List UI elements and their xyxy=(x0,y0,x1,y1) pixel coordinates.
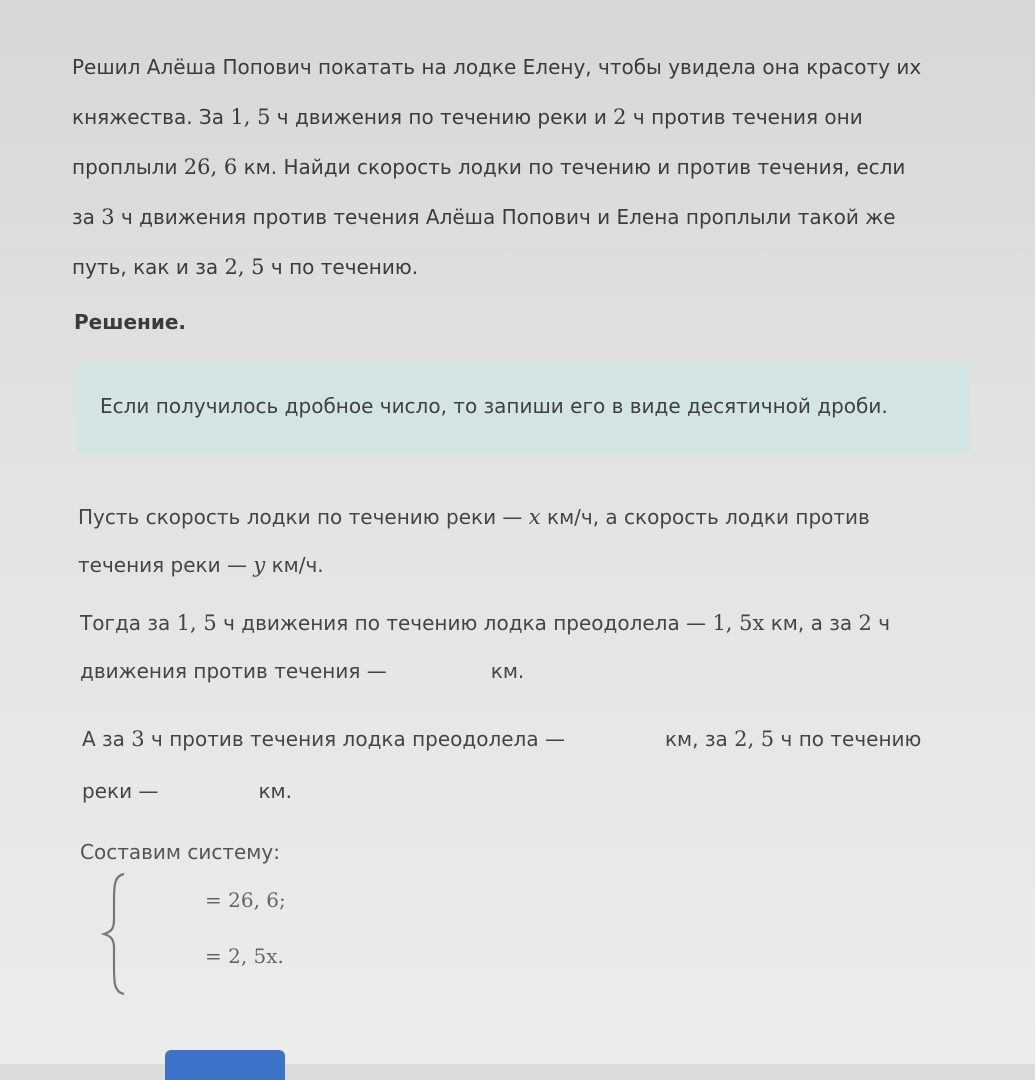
solution-heading: Решение. xyxy=(74,310,187,334)
problem-text: ч движения против течения Алёша Попович и Елена проплыли такой же xyxy=(114,205,896,229)
solution-text: реки — xyxy=(82,779,159,803)
curly-brace-icon xyxy=(100,872,128,996)
problem-line-3 xyxy=(72,142,972,192)
solution-text: км, а за xyxy=(764,611,859,635)
system-blank-2[interactable] xyxy=(130,942,200,970)
problem-text: за xyxy=(72,205,102,229)
solution-text: км. xyxy=(258,779,292,803)
solution-text: ч движения по течению лодка преодолела — xyxy=(216,611,713,635)
solution-text: течения реки — xyxy=(78,553,254,577)
variable-y: y xyxy=(253,553,266,577)
problem-statement xyxy=(72,42,972,292)
solution-text: ч xyxy=(871,611,891,635)
problem-text: км. Найди скорость лодки по течению и против течения, если xyxy=(237,155,906,179)
math-number: 1, 5 xyxy=(176,611,217,635)
math-number: 1, 5 xyxy=(230,105,271,129)
solution-text: Тогда за xyxy=(80,611,177,635)
math-number: 2, 5 xyxy=(734,727,775,751)
problem-line-4 xyxy=(72,192,972,242)
problem-text: княжества. За xyxy=(72,105,231,129)
system-equation-2: = 2, 5x. xyxy=(205,944,284,968)
math-number: 2, 5 xyxy=(224,255,265,279)
solution-text: движения против течения — xyxy=(80,659,387,683)
math-number: 3 xyxy=(101,205,115,229)
problem-line-1 xyxy=(72,42,972,92)
solution-para-2-line-1 xyxy=(80,611,890,635)
problem-line-5 xyxy=(72,242,972,292)
solution-para-2-line-2 xyxy=(80,659,524,683)
solution-para-1-line-2 xyxy=(78,553,324,577)
system-blank-1[interactable] xyxy=(130,886,200,914)
math-number: 2 xyxy=(858,611,872,635)
solution-text: Пусть скорость лодки по течению реки — xyxy=(78,505,529,529)
solution-text: км, за xyxy=(664,727,735,751)
problem-text: ч против течения они xyxy=(626,105,863,129)
solution-text: ч по течению xyxy=(774,727,922,751)
math-number: 3 xyxy=(131,727,145,751)
check-button[interactable] xyxy=(165,1050,285,1080)
hint-text: Если получилось дробное число, то запиши его в виде десятичной дроби. xyxy=(100,394,888,418)
solution-text: А за xyxy=(82,727,132,751)
solution-text: ч против течения лодка преодолела — xyxy=(144,727,565,751)
solution-text: км/ч, а скорость лодки против xyxy=(540,505,870,529)
problem-text: ч по течению. xyxy=(264,255,419,279)
system-label: Составим систему: xyxy=(80,840,280,864)
solution-para-3-line-1 xyxy=(82,727,921,751)
problem-line-2 xyxy=(72,92,972,142)
solution-para-1-line-1 xyxy=(78,505,870,529)
solution-para-3-line-2 xyxy=(82,779,292,803)
solution-text: км. xyxy=(490,659,525,683)
math-expression: 1, 5x xyxy=(712,611,765,635)
problem-text: проплыли xyxy=(72,155,184,179)
math-number: 2 xyxy=(613,105,627,129)
solution-text: км/ч. xyxy=(265,553,324,577)
problem-text: путь, как и за xyxy=(72,255,225,279)
problem-text: ч движения по течению реки и xyxy=(270,105,614,129)
problem-text: Решил Алёша Попович покатать на лодке Елену, чтобы увидела она красоту их xyxy=(72,55,922,79)
hint-box xyxy=(76,362,970,454)
system-equation-1: = 26, 6; xyxy=(205,888,286,912)
math-number: 26, 6 xyxy=(183,155,238,179)
variable-x: x xyxy=(528,505,541,529)
